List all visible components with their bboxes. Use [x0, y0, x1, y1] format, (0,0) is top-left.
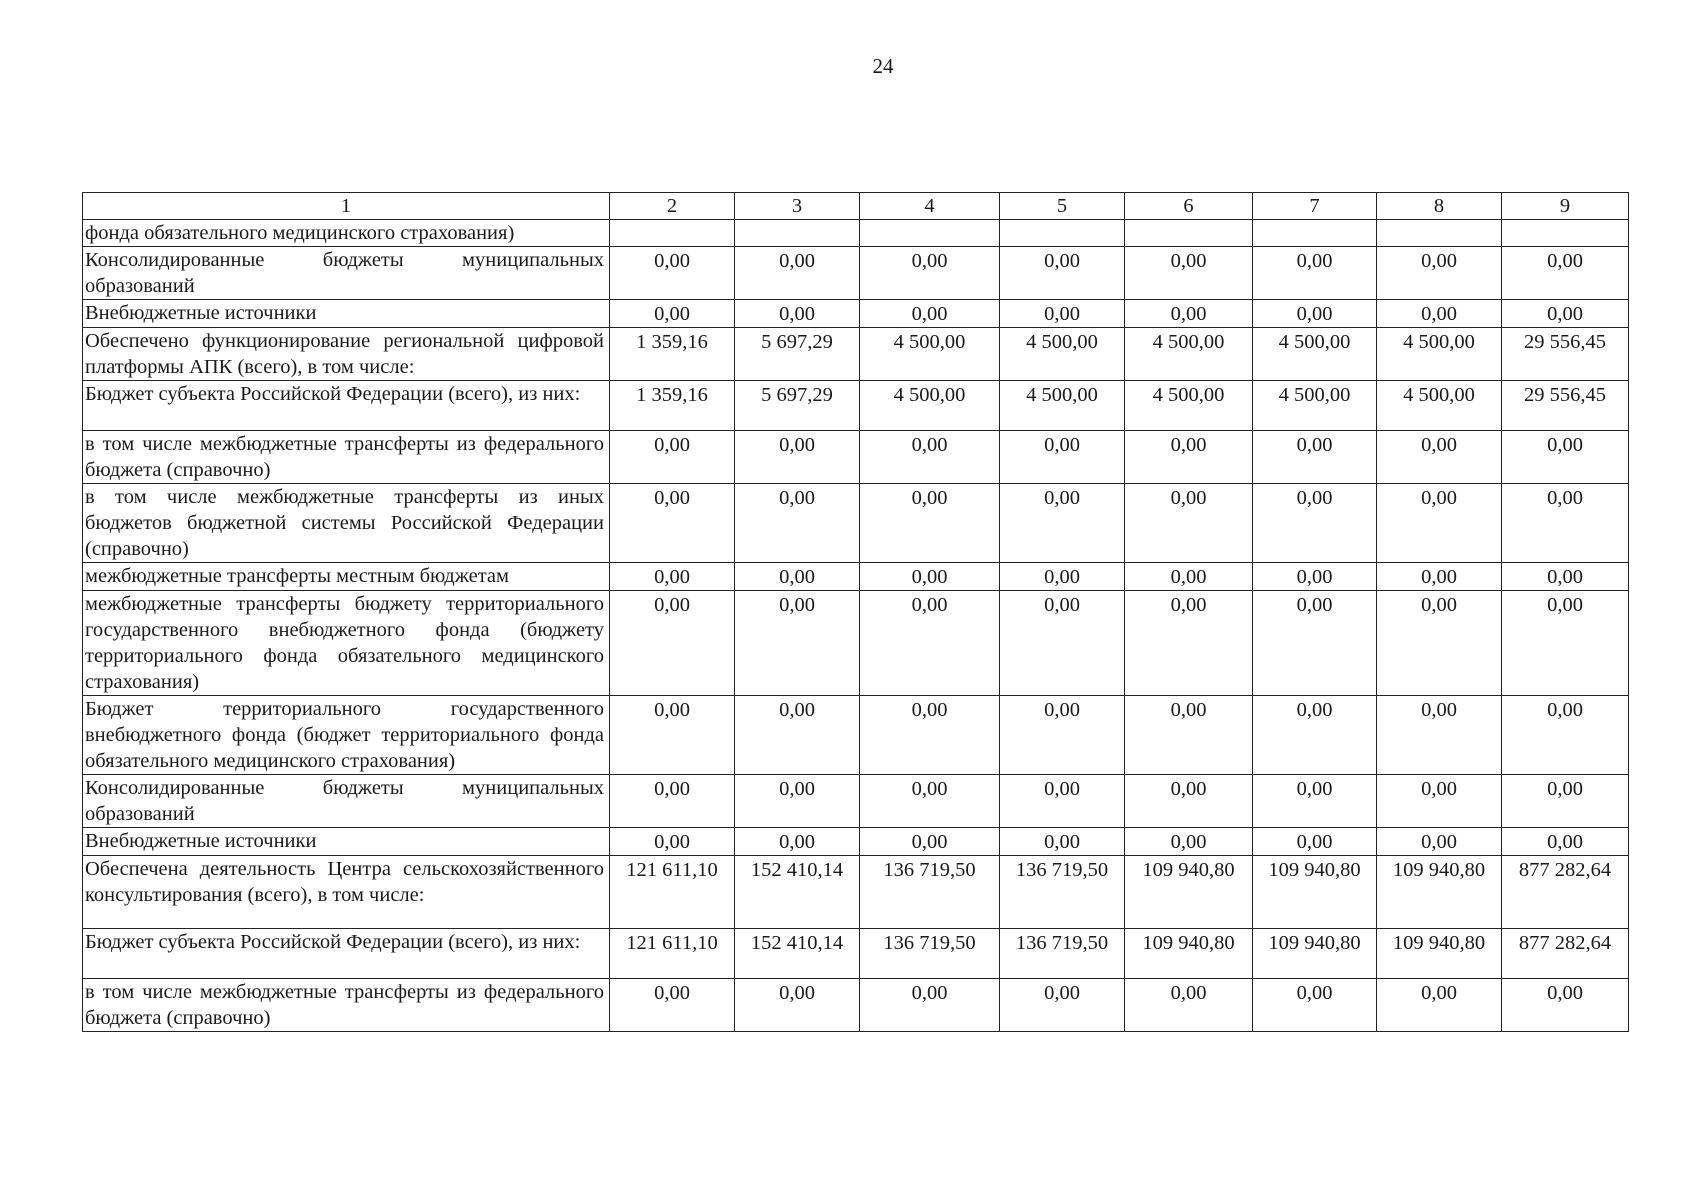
value-cell: 109 940,80 — [1253, 929, 1377, 979]
value-cell: 109 940,80 — [1377, 856, 1502, 929]
value-cell: 0,00 — [735, 247, 860, 300]
value-cell: 4 500,00 — [1377, 381, 1502, 431]
value-cell: 0,00 — [1502, 591, 1629, 696]
table-row — [83, 828, 1629, 856]
column-number-header: 6 — [1125, 193, 1253, 220]
value-cell: 0,00 — [735, 775, 860, 828]
row-label: межбюджетные трансферты местным бюджетам — [83, 563, 610, 591]
row-label: Консолидированные бюджеты муниципальных образований — [83, 247, 610, 300]
value-cell: 0,00 — [610, 484, 735, 563]
value-cell: 4 500,00 — [1253, 328, 1377, 381]
value-cell: 0,00 — [1125, 484, 1253, 563]
row-label: Консолидированные бюджеты муниципальных образований — [83, 775, 610, 828]
value-cell: 0,00 — [1502, 775, 1629, 828]
value-cell: 121 611,10 — [610, 856, 735, 929]
column-number-header: 1 — [83, 193, 610, 220]
value-cell: 0,00 — [1125, 300, 1253, 328]
value-cell: 0,00 — [1502, 828, 1629, 856]
value-cell: 0,00 — [1377, 775, 1502, 828]
value-cell — [1125, 220, 1253, 247]
value-cell — [1000, 220, 1125, 247]
value-cell: 1 359,16 — [610, 381, 735, 431]
value-cell: 0,00 — [735, 300, 860, 328]
value-cell: 0,00 — [860, 484, 1000, 563]
value-cell: 0,00 — [1000, 247, 1125, 300]
value-cell: 1 359,16 — [610, 328, 735, 381]
value-cell: 0,00 — [860, 775, 1000, 828]
value-cell: 0,00 — [860, 563, 1000, 591]
value-cell: 29 556,45 — [1502, 381, 1629, 431]
value-cell: 0,00 — [1502, 563, 1629, 591]
value-cell: 4 500,00 — [860, 381, 1000, 431]
value-cell: 0,00 — [735, 563, 860, 591]
row-label: межбюджетные трансферты бюджету территориального государственного внебюджетного фонда (бюджету территориального фонда обязательного медицинского страхования) — [83, 591, 610, 696]
value-cell — [1253, 220, 1377, 247]
value-cell: 0,00 — [860, 300, 1000, 328]
value-cell: 109 940,80 — [1125, 856, 1253, 929]
value-cell: 0,00 — [1377, 696, 1502, 775]
column-number-header: 5 — [1000, 193, 1125, 220]
value-cell: 0,00 — [860, 696, 1000, 775]
row-label: Бюджет субъекта Российской Федерации (всего), из них: — [83, 381, 610, 431]
value-cell: 0,00 — [1253, 484, 1377, 563]
page-number: 24 — [872, 54, 894, 78]
value-cell: 0,00 — [860, 979, 1000, 1032]
value-cell: 0,00 — [1377, 979, 1502, 1032]
value-cell: 0,00 — [1502, 247, 1629, 300]
row-label: Бюджет субъекта Российской Федерации (всего), из них: — [83, 929, 610, 979]
value-cell: 0,00 — [610, 300, 735, 328]
value-cell: 0,00 — [1000, 563, 1125, 591]
value-cell: 0,00 — [1125, 979, 1253, 1032]
value-cell: 0,00 — [610, 775, 735, 828]
value-cell: 4 500,00 — [1125, 328, 1253, 381]
value-cell: 0,00 — [735, 431, 860, 484]
row-label: в том числе межбюджетные трансферты из иных бюджетов бюджетной системы Российской Федерации (справочно) — [83, 484, 610, 563]
column-number-header: 4 — [860, 193, 1000, 220]
table-row — [83, 220, 1629, 247]
value-cell: 0,00 — [1502, 696, 1629, 775]
value-cell — [735, 220, 860, 247]
column-number-header: 7 — [1253, 193, 1377, 220]
table-row — [83, 300, 1629, 328]
value-cell: 0,00 — [1253, 775, 1377, 828]
table-row — [83, 381, 1629, 431]
value-cell: 136 719,50 — [1000, 929, 1125, 979]
value-cell — [610, 220, 735, 247]
value-cell: 0,00 — [1125, 591, 1253, 696]
value-cell: 0,00 — [1377, 484, 1502, 563]
value-cell: 0,00 — [1502, 979, 1629, 1032]
value-cell: 0,00 — [1253, 300, 1377, 328]
row-label: Внебюджетные источники — [83, 828, 610, 856]
row-label: в том числе межбюджетные трансферты из федерального бюджета (справочно) — [83, 979, 610, 1032]
value-cell: 0,00 — [860, 247, 1000, 300]
value-cell: 0,00 — [735, 484, 860, 563]
table-row — [83, 247, 1629, 300]
value-cell: 0,00 — [735, 591, 860, 696]
column-number-header: 3 — [735, 193, 860, 220]
value-cell: 0,00 — [610, 979, 735, 1032]
budget-table — [82, 192, 1629, 1032]
value-cell: 4 500,00 — [1000, 328, 1125, 381]
row-label: в том числе межбюджетные трансферты из федерального бюджета (справочно) — [83, 431, 610, 484]
value-cell: 0,00 — [1125, 563, 1253, 591]
value-cell: 0,00 — [1502, 300, 1629, 328]
value-cell: 0,00 — [1253, 563, 1377, 591]
value-cell: 0,00 — [1253, 828, 1377, 856]
value-cell: 877 282,64 — [1502, 929, 1629, 979]
value-cell: 0,00 — [860, 431, 1000, 484]
column-number-header: 9 — [1502, 193, 1629, 220]
value-cell: 0,00 — [1000, 775, 1125, 828]
table-row — [83, 775, 1629, 828]
row-label: Бюджет территориального государственного внебюджетного фонда (бюджет территориального фонда обязательного медицинского страхования) — [83, 696, 610, 775]
value-cell: 0,00 — [610, 828, 735, 856]
value-cell: 0,00 — [1377, 828, 1502, 856]
value-cell: 0,00 — [1000, 828, 1125, 856]
value-cell: 0,00 — [1000, 591, 1125, 696]
value-cell: 0,00 — [1125, 247, 1253, 300]
value-cell: 0,00 — [1000, 979, 1125, 1032]
value-cell — [1502, 220, 1629, 247]
value-cell: 152 410,14 — [735, 929, 860, 979]
value-cell: 0,00 — [1253, 591, 1377, 696]
value-cell: 0,00 — [860, 828, 1000, 856]
value-cell: 0,00 — [1377, 300, 1502, 328]
value-cell: 0,00 — [610, 431, 735, 484]
value-cell: 0,00 — [1125, 828, 1253, 856]
table-row — [83, 484, 1629, 563]
value-cell: 0,00 — [735, 979, 860, 1032]
value-cell: 136 719,50 — [860, 856, 1000, 929]
value-cell: 29 556,45 — [1502, 328, 1629, 381]
row-label: фонда обязательного медицинского страхования) — [83, 220, 610, 247]
value-cell: 0,00 — [1502, 484, 1629, 563]
value-cell: 4 500,00 — [1125, 381, 1253, 431]
table-row — [83, 563, 1629, 591]
value-cell: 0,00 — [1000, 484, 1125, 563]
table-row — [83, 696, 1629, 775]
value-cell: 0,00 — [1253, 696, 1377, 775]
value-cell: 0,00 — [610, 563, 735, 591]
value-cell: 4 500,00 — [860, 328, 1000, 381]
value-cell: 5 697,29 — [735, 381, 860, 431]
value-cell: 5 697,29 — [735, 328, 860, 381]
value-cell: 4 500,00 — [1377, 328, 1502, 381]
value-cell: 0,00 — [1377, 591, 1502, 696]
value-cell: 877 282,64 — [1502, 856, 1629, 929]
column-number-header: 8 — [1377, 193, 1502, 220]
table-row — [83, 328, 1629, 381]
value-cell — [860, 220, 1000, 247]
value-cell: 0,00 — [1377, 247, 1502, 300]
value-cell: 0,00 — [610, 247, 735, 300]
table-row — [83, 591, 1629, 696]
row-label: Внебюджетные источники — [83, 300, 610, 328]
value-cell: 0,00 — [610, 696, 735, 775]
value-cell: 121 611,10 — [610, 929, 735, 979]
value-cell: 109 940,80 — [1377, 929, 1502, 979]
value-cell: 109 940,80 — [1125, 929, 1253, 979]
table-row — [83, 979, 1629, 1032]
value-cell: 0,00 — [1253, 247, 1377, 300]
value-cell: 0,00 — [1502, 431, 1629, 484]
value-cell: 0,00 — [1000, 300, 1125, 328]
value-cell: 0,00 — [1377, 563, 1502, 591]
value-cell: 0,00 — [735, 696, 860, 775]
value-cell: 0,00 — [1125, 431, 1253, 484]
row-label: Обеспечена деятельность Центра сельскохозяйственного консультирования (всего), в том числе: — [83, 856, 610, 929]
value-cell: 0,00 — [610, 591, 735, 696]
table-row — [83, 929, 1629, 979]
value-cell: 4 500,00 — [1253, 381, 1377, 431]
table-row — [83, 856, 1629, 929]
value-cell: 4 500,00 — [1000, 381, 1125, 431]
value-cell: 0,00 — [735, 828, 860, 856]
value-cell: 0,00 — [1000, 431, 1125, 484]
value-cell: 0,00 — [1253, 431, 1377, 484]
value-cell: 136 719,50 — [1000, 856, 1125, 929]
column-number-header: 2 — [610, 193, 735, 220]
row-label: Обеспечено функционирование региональной цифровой платформы АПК (всего), в том числе: — [83, 328, 610, 381]
value-cell: 109 940,80 — [1253, 856, 1377, 929]
value-cell: 152 410,14 — [735, 856, 860, 929]
table-row — [83, 431, 1629, 484]
value-cell: 136 719,50 — [860, 929, 1000, 979]
value-cell: 0,00 — [1125, 775, 1253, 828]
value-cell: 0,00 — [1125, 696, 1253, 775]
value-cell: 0,00 — [1000, 696, 1125, 775]
value-cell: 0,00 — [1377, 431, 1502, 484]
value-cell: 0,00 — [860, 591, 1000, 696]
value-cell: 0,00 — [1253, 979, 1377, 1032]
value-cell — [1377, 220, 1502, 247]
table-header-row — [83, 193, 1629, 220]
